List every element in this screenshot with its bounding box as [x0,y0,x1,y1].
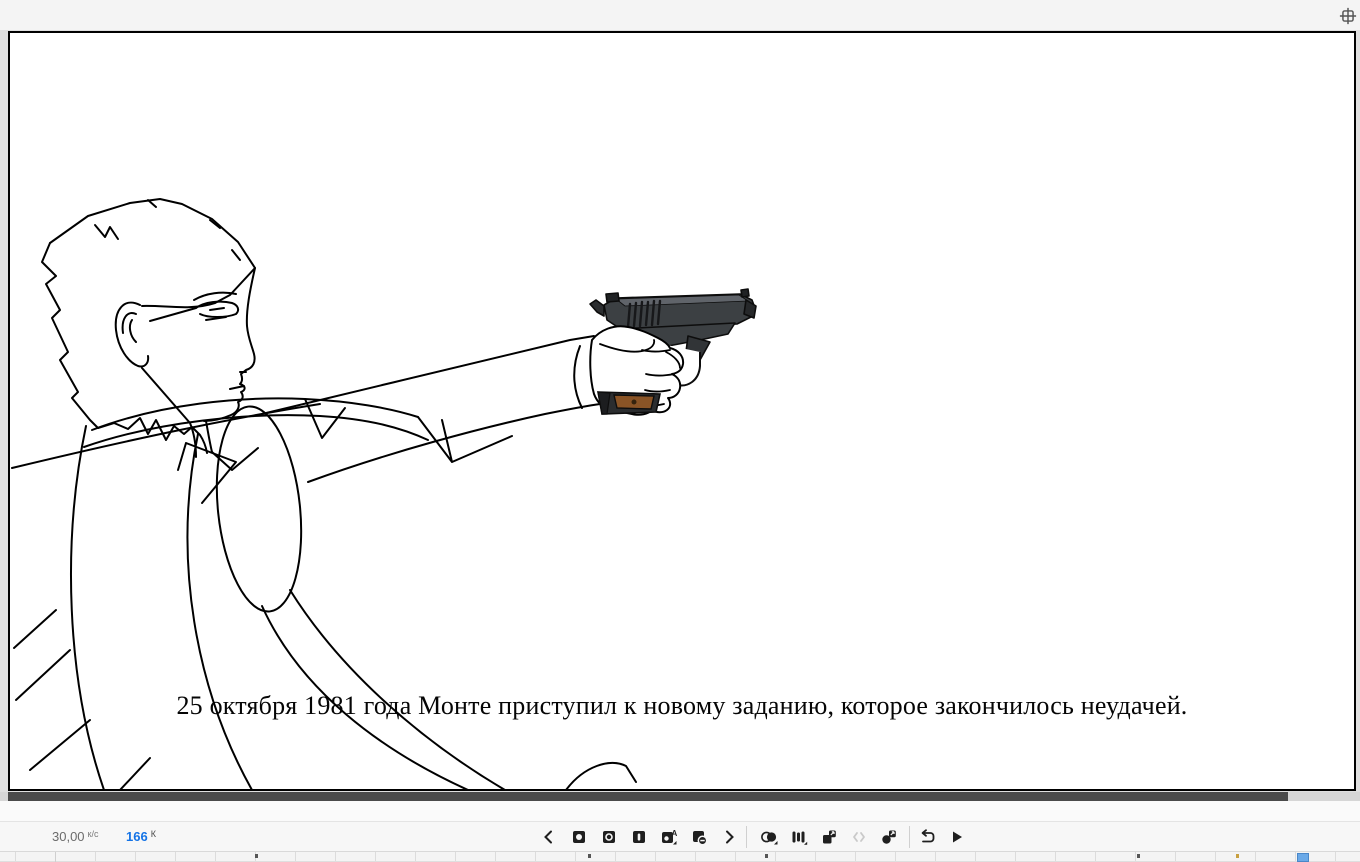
stage-canvas[interactable] [8,31,1356,791]
current-frame-field[interactable] [126,822,156,851]
onion-outlines-icon [790,829,808,845]
ruler-mark [588,854,591,858]
convert-to-symbol-button[interactable] [874,825,904,849]
loop-icon [919,829,936,845]
play-icon [949,829,965,845]
edit-multiple-frames-button[interactable] [814,825,844,849]
insert-keyframe-button[interactable] [564,825,594,849]
fps-unit: к/с [87,829,99,839]
auto-keyframe-icon [661,829,677,845]
remove-frame-icon [691,829,707,845]
frame-rate-field[interactable] [52,822,99,851]
chevron-left-icon [541,829,557,845]
fps-value: 30,00 [52,829,85,844]
next-keyframe-button[interactable] [714,825,744,849]
crosshair-icon [1339,7,1357,25]
ruler-mark [255,854,258,858]
toolbar-divider [746,826,747,848]
horizontal-scrollbar[interactable] [0,792,1360,801]
svg-text:A: A [671,828,677,838]
onion-skin-button[interactable] [754,825,784,849]
tween-icon [851,829,867,845]
previous-keyframe-button[interactable] [534,825,564,849]
registration-grid-button[interactable] [1339,7,1357,25]
timeline-panel-top [0,801,1360,822]
insert-frame-button[interactable] [624,825,654,849]
character-artwork [10,33,1354,789]
toolbar-divider [909,826,910,848]
auto-keyframe-button[interactable] [654,825,684,849]
ruler-mark [765,854,768,858]
frame-value: 166 [126,829,148,844]
pasteboard [0,30,1360,792]
edit-multiple-frames-icon [821,829,837,845]
frame-unit: К [150,829,156,839]
timeline-frame-ruler[interactable] [0,851,1360,861]
timeline-button-row [534,822,972,851]
create-tween-button [844,825,874,849]
keyframe-dot-icon [571,829,587,845]
insert-blank-keyframe-button[interactable] [594,825,624,849]
frame-caption-text: 25 октября 1981 года Монте приступил к новому заданию, которое закончилось неудачей. [176,691,1188,720]
timeline-controls-bar [0,822,1360,851]
ruler-mark [1137,854,1140,858]
loop-button[interactable] [912,825,942,849]
stage-top-strip [0,0,1360,30]
frame-bar-icon [631,829,647,845]
remove-frame-button[interactable] [684,825,714,849]
chevron-right-icon [721,829,737,845]
onion-skin-icon [760,829,778,845]
horizontal-scrollbar-thumb[interactable] [8,792,1288,801]
keyframe-ring-icon [601,829,617,845]
onion-skin-outlines-button[interactable] [784,825,814,849]
symbol-arrow-icon [881,829,897,845]
play-button[interactable] [942,825,972,849]
ruler-mark [1236,854,1239,858]
